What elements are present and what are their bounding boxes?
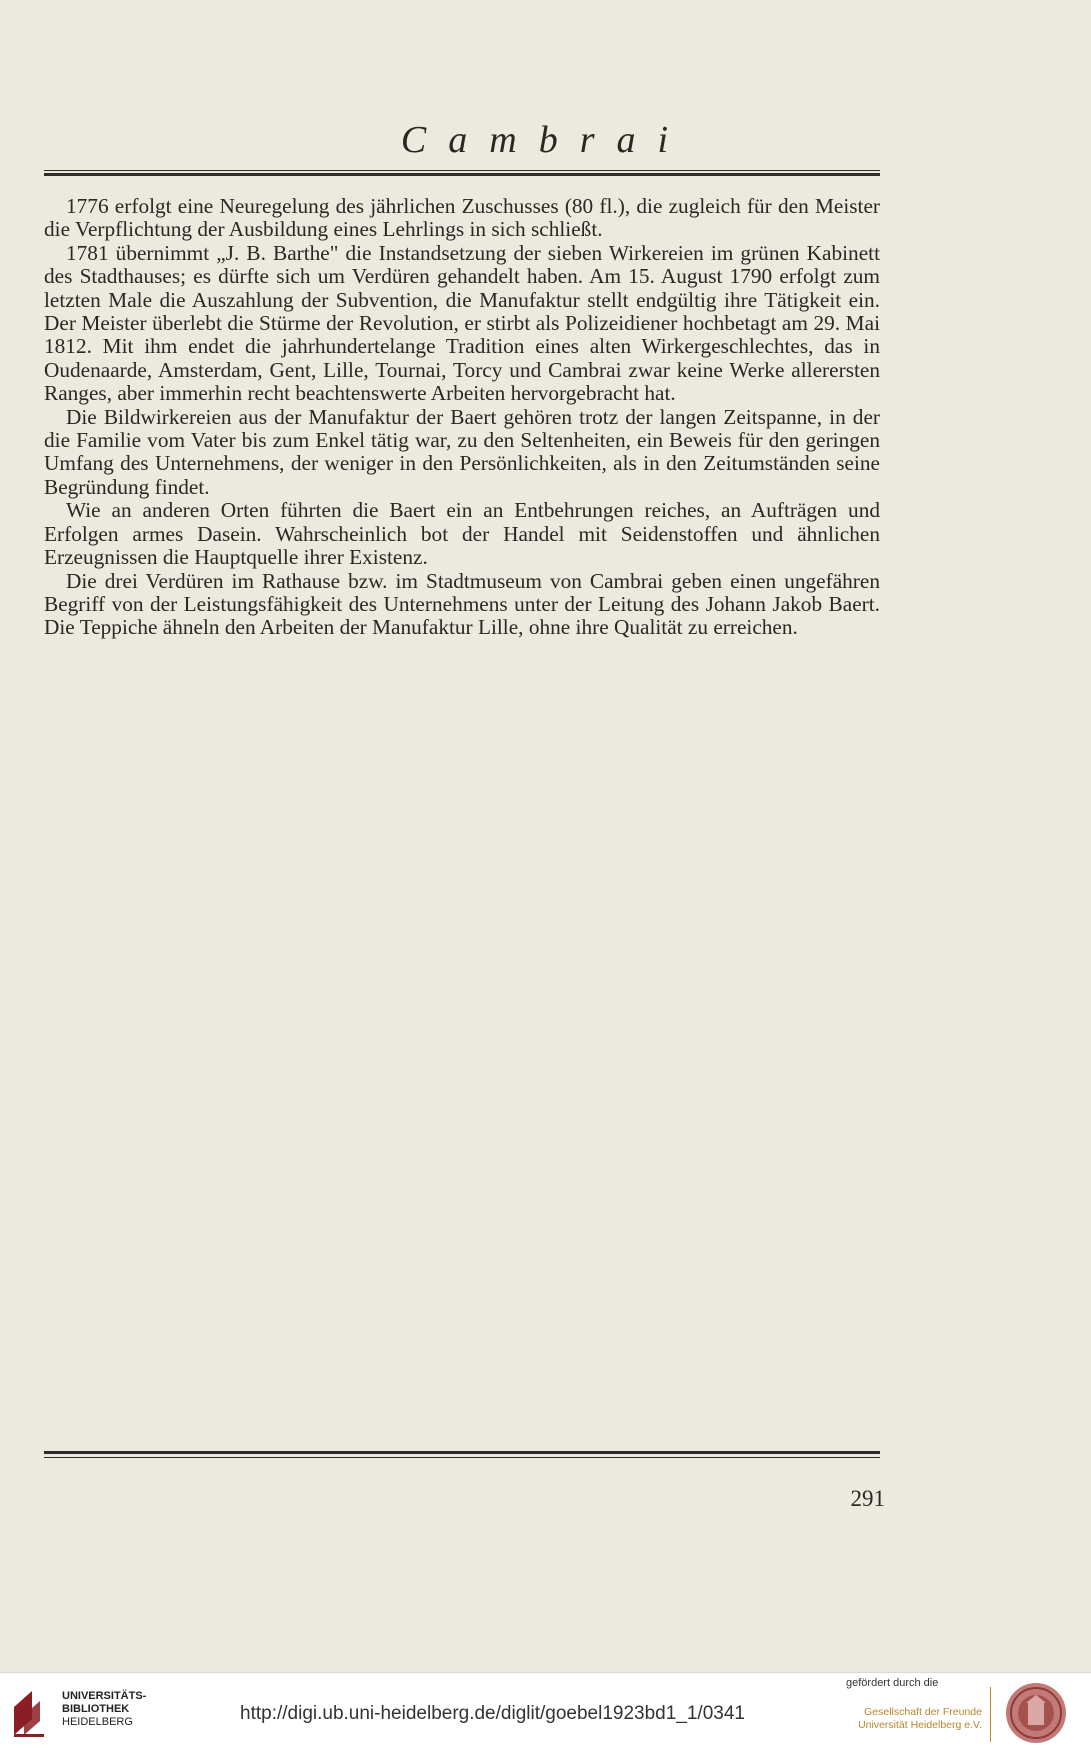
header-rule-thick	[44, 173, 880, 176]
university-seal-icon[interactable]	[1004, 1681, 1068, 1745]
permalink-url[interactable]: http://digi.ub.uni-heidelberg.de/diglit/goebel1923bd1_1/0341	[240, 1703, 745, 1724]
page-title: Cambrai	[400, 119, 691, 161]
sponsor-label: gefördert durch die	[846, 1677, 939, 1689]
page-number: 291	[850, 1486, 885, 1511]
library-name-line: BIBLIOTHEK	[62, 1703, 130, 1715]
paragraph: Die drei Verdüren im Rathause bzw. im Stadtmuseum von Cambrai geben einen ungefähren Begriff von der Leistungsfähigkeit des Unternehmens unter der Leitung des Johann Jakob Baert. Die Teppiche ähneln den Arbeiten der Manufaktur Lille, ohne ihre Qualität zu erreichen.	[44, 568, 880, 640]
library-name	[62, 1690, 146, 1729]
library-name-line: HEIDELBERG	[62, 1716, 133, 1728]
sponsor-divider	[990, 1687, 991, 1742]
paragraph: Wie an anderen Orten führten die Baert ein an Entbehrungen reiches, an Aufträgen und Erfolgen armes Dasein. Wahrscheinlich bot der Handel mit Seidenstoffen und ähnlichen Erzeugnissen die Hauptquelle ihrer Existenz.	[44, 498, 880, 570]
sponsor-name-line[interactable]: Gesellschaft der Freunde	[864, 1706, 982, 1718]
footer-rule-thin	[44, 1457, 880, 1458]
university-library-logo-icon[interactable]	[10, 1685, 52, 1739]
footer-rule-thick	[44, 1451, 880, 1454]
body-text	[44, 195, 880, 640]
paragraph: 1781 übernimmt „J. B. Barthe" die Instandsetzung der sieben Wirkereien im grünen Kabinett des Stadthauses; es dürfte sich um Verdüren gehandelt haben. Am 15. August 1790 erfolgt zum letzten Male die Auszahlung der Subvention, die Manufaktur stellt endgültig ihre Tätigkeit ein. Der Meister überlebt die Stürme der Revolution, er stirbt als Polizeidiener hochbetagt am 29. Mai 1812. Mit ihm endet die jahrhundertelange Tradition eines alten Wirkergeschlechtes, das in Oudenaarde, Amsterdam, Gent, Lille, Tournai, Torcy und Cambrai zwar keine Werke allerersten Ranges, aber immerhin recht beachtenswerte Arbeiten hervorgebracht hat.	[44, 240, 880, 406]
sponsor-block	[832, 1677, 982, 1732]
viewer-footer	[0, 1672, 1091, 1750]
library-name-line: UNIVERSITÄTS-	[62, 1690, 147, 1702]
header-rule-thin	[44, 170, 880, 171]
paragraph: 1776 erfolgt eine Neuregelung des jährlichen Zuschusses (80 fl.), die zugleich für den Meister die Verpflichtung der Ausbildung eines Lehrlings in sich schließt.	[44, 194, 880, 242]
paragraph: Die Bildwirkereien aus der Manufaktur der Baert gehören trotz der langen Zeitspanne, in der die Familie vom Vater bis zum Enkel tätig war, zu den Seltenheiten, ein Beweis für den geringen Umfang des Unternehmens, der weniger in den Persönlichkeiten, als in den Zeitumständen seine Begründung findet.	[44, 404, 880, 499]
sponsor-name-line[interactable]: Universität Heidelberg e.V.	[858, 1719, 982, 1731]
